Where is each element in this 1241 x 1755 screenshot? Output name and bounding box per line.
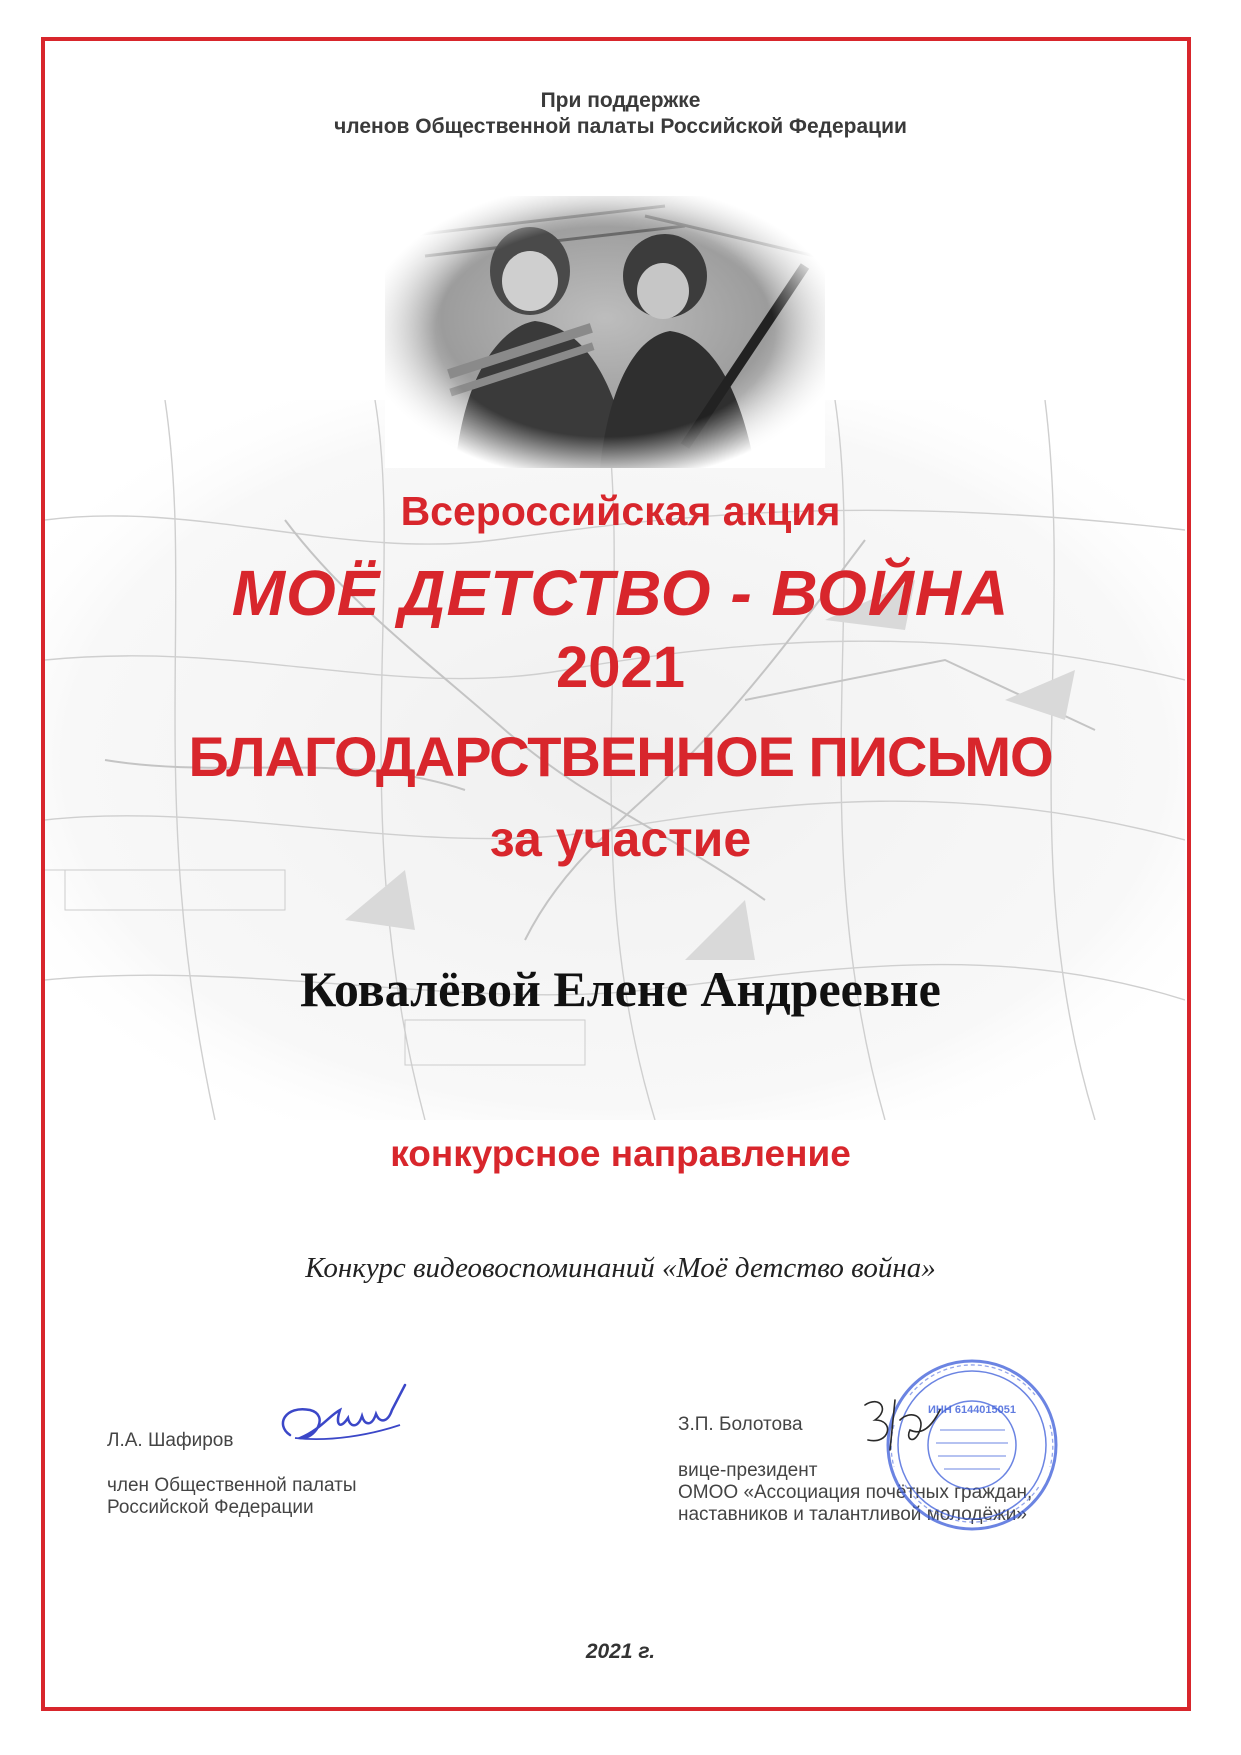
signatory-1-role-2: Российской Федерации (107, 1497, 314, 1518)
signature-2 (850, 1390, 950, 1470)
war-photo (385, 196, 825, 468)
stamp-inn: ИНН 6144015051 (927, 1404, 1017, 1416)
signature-1 (270, 1380, 420, 1455)
signatory-2-role-2: ОМОО «Ассоциация почётных граждан, (678, 1482, 1033, 1503)
campaign-title: МОЁ ДЕТСТВО - ВОЙНА (231, 557, 1010, 629)
participation-reason: за участие (489, 811, 752, 867)
contest-name: Конкурс видеовоспоминаний «Моё детство война» (305, 1252, 936, 1284)
support-line-2: членов Общественной палаты Российской Федерации (334, 115, 907, 138)
campaign-year: 2021 (555, 635, 686, 700)
signatory-2-role-3: наставников и талантливой молодёжи» (678, 1504, 1027, 1525)
signatory-1-role-1: член Общественной палаты (107, 1475, 357, 1496)
footer-year: 2021 г. (585, 1640, 656, 1663)
support-line-1: При поддержке (540, 89, 701, 112)
recipient-name: Ковалёвой Елене Андреевне (300, 961, 941, 1017)
signatory-1-name: Л.А. Шафиров (107, 1430, 234, 1451)
document-type: БЛАГОДАРСТВЕННОЕ ПИСЬМО (188, 725, 1053, 788)
direction-label: конкурсное направление (390, 1133, 851, 1174)
action-title: Всероссийская акция (400, 488, 841, 534)
signatory-2-role-1: вице-президент (678, 1460, 818, 1481)
signatory-2-name: З.П. Болотова (678, 1414, 803, 1435)
